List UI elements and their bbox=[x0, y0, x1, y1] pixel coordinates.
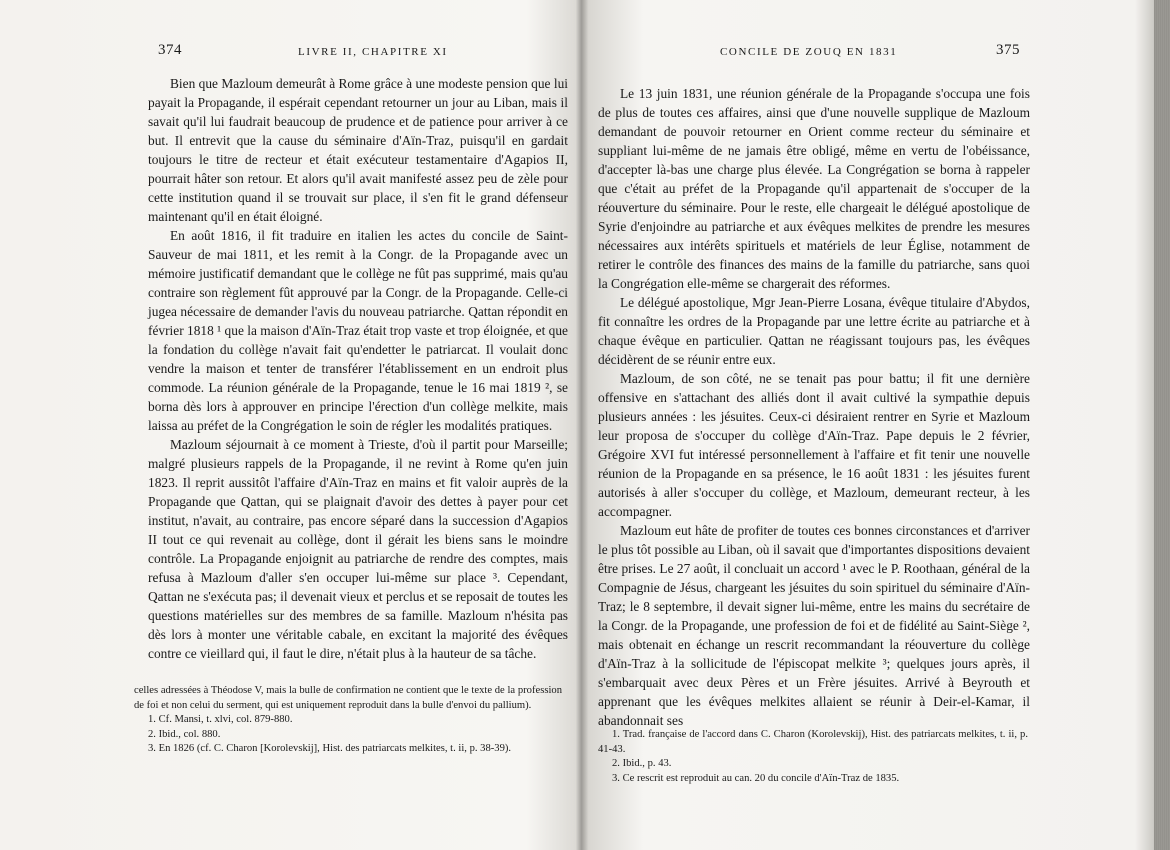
left-footnotes bbox=[134, 684, 562, 757]
paragraph: En août 1816, il fit traduire en italien les actes du concile de Saint-Sauveur de mai 1811, et les remit à la Congr. de la Propagande avec un mémoire justificatif demandant que le collège ne fût pas supprimé, mais qu'au contraire son règlement fût approuvé par la Congr. de la Propagande. Celle-ci jugea nécessaire de demander l'avis du nouveau patriarche. Qattan répondit en février 1818 ¹ que la maison d'Aïn-Traz était trop vaste et trop éloignée, et que la fondation du collège n'avait fait qu'endetter le patriarcat. Il voulait donc vendre la maison et tenter de transférer l'établissement en un endroit plus commode. La réunion générale de la Propagande, tenue le 16 mai 1819 ², se borna dès lors à approuver en principe l'érection d'un collège melkite, mais laissa au préfet de la Congrégation le soin de régler les modalités pratiques. bbox=[148, 228, 568, 433]
footnote-continuation: celles adressées à Théodose V, mais la bulle de confirmation ne contient que le texte de la profession de foi et non celui du serment, qui est uniquement reproduit dans la bulle d'envoi du pallium). bbox=[134, 685, 562, 711]
footnote: 1. Trad. française de l'accord dans C. Charon (Korolevskij), Hist. des patriarcats melkites, t. ii, p. 41-43. bbox=[598, 729, 1028, 755]
paragraph: Bien que Mazloum demeurât à Rome grâce à une modeste pension que lui payait la Propagande, il espérait cependant retourner un jour au Liban, mais il savait qu'il lui faudrait beaucoup de prudence et de patience pour arriver à ce but. Il entrevit que la cause du séminaire d'Aïn-Traz, puisqu'il en gardait toujours le titre de recteur et était exécuteur testamentaire d'Agapios II, pourrait hâter son retour. Et alors qu'il avait manifesté assez peu de zèle pour cette institution quand il se trouvait sur place, il s'en fit le grand défenseur maintenant qu'il en était éloigné. bbox=[148, 76, 568, 224]
running-head: LIVRE II, CHAPITRE XI bbox=[298, 46, 448, 58]
paragraph: Le 13 juin 1831, une réunion générale de la Propagande s'occupa une fois de plus de toutes ces affaires, ainsi que d'une nouvelle supplique de Mazloum demandant de pouvoir retourner en Orient comme recteur du séminaire et suppliant lui-même de ne jamais être obligé, même en vertu de l'obéissance, d'accepter là-bas une charge plus élevée. La Congrégation se borna à rappeler que c'était au préfet de la Propagande qu'il appartenait de s'occuper de la réouverture du séminaire. Pour le reste, elle chargeait le délégué apostolique de Syrie d'enjoindre au patriarche et aux évêques melkites de prendre les mesures nécessaires aux intérêts spirituels et matériels de leur Église, notamment de retirer le contrôle des finances des mains de la famille du patriarche, sans quoi la Congrégation elle-même se chargerait des réformes. bbox=[598, 86, 1030, 291]
paragraph: Mazloum eut hâte de profiter de toutes ces bonnes circonstances et d'arriver le plus tôt possible au Liban, où il savait que d'importantes dispositions devaient être prises. Le 27 août, il concluait un accord ¹ avec le P. Roothaan, général de la Compagnie de Jésus, chargeant les jésuites du soin spirituel du séminaire d'Aïn-Traz; le 8 septembre, il devait signer lui-même, entre les mains du secrétaire de la Congr. de la Propagande, une profession de foi et de fidélité au Saint-Siège ², mais obtenait en échange un rescrit recommandant la réouverture du collège d'Aïn-Traz à la sollicitude de l'épiscopat melkite ³; quelques jours après, il s'embarquait avec deux Pères et un Frère jésuites. Arrivé à Beyrouth et apprenant que les évêques melkites allaient se réunir à Deir-el-Kamar, il abandonnait ses bbox=[598, 523, 1030, 728]
footnote: 2. Ibid., col. 880. bbox=[148, 728, 221, 740]
footnote: 3. En 1826 (cf. C. Charon [Korolevskij], Hist. des patriarcats melkites, t. ii, p. 38-39). bbox=[148, 743, 512, 755]
right-page bbox=[590, 0, 1155, 850]
right-body-text bbox=[598, 84, 1030, 730]
page-number: 374 bbox=[158, 42, 182, 58]
running-head: CONCILE DE ZOUQ EN 1831 bbox=[720, 46, 898, 58]
left-body-text bbox=[148, 74, 568, 663]
footnote: 3. Ce rescrit est reproduit au can. 20 du concile d'Aïn-Traz de 1835. bbox=[612, 772, 900, 784]
paragraph: Mazloum séjournait à ce moment à Trieste, d'où il partit pour Marseille; malgré plusieurs rappels de la Propagande, il ne revint à Rome qu'en juin 1823. Il reprit aussitôt l'affaire d'Aïn-Traz en mains et fit valoir auprès de la Propagande que Qattan, qui se plaignait d'avoir des dettes à payer pour cet institut, n'avait, au contraire, pas encore séparé dans la succession d'Agapios II tout ce qui revenait au collège, dont il gérait les biens sans le moindre contrôle. La Propagande enjoignit au patriarche de rendre des comptes, mais refusa à Mazloum d'aller s'en occuper lui-même sur place ³. Cependant, Qattan ne s'exécuta pas; il devenait vieux et perclus et se reposait de toutes les questions matérielles sur des membres de sa famille. Mazloum n'hésita pas dès lors à monter une véritable cabale, en excitant la majorité des évêques contre ce vieillard qui, il faut le dire, n'était plus à la hauteur de sa tâche. bbox=[148, 437, 568, 661]
left-page bbox=[0, 0, 575, 850]
paragraph: Mazloum, de son côté, ne se tenait pas pour battu; il fit une dernière offensive en s'attachant des alliés dont il avait cultivé la sympathie depuis plusieurs années : les jésuites. Ceux-ci désiraient rentrer en Syrie et Mazloum leur proposa de s'occuper du collège d'Aïn-Traz. Pape depuis le 2 février, Grégoire XVI fut intéressé personnellement à l'affaire et fit tenir une nouvelle réunion de la Propagande en sa présence, le 16 août 1831 : les jésuites furent autorisés à aller s'occuper du collège, et Mazloum, demeurant recteur, à les accompagner. bbox=[598, 371, 1030, 519]
footnote: 2. Ibid., p. 43. bbox=[612, 758, 672, 770]
page-number: 375 bbox=[996, 42, 1020, 58]
paragraph: Le délégué apostolique, Mgr Jean-Pierre Losana, évêque titulaire d'Abydos, fit connaître les ordres de la Propagande par une lettre écrite au patriarche et à chaque évêque en particulier. Qattan ne réagissant toujours pas, les évêques décidèrent de se réunir entre eux. bbox=[598, 295, 1030, 367]
page-edge bbox=[1154, 0, 1170, 850]
footnote: 1. Cf. Mansi, t. xlvi, col. 879-880. bbox=[148, 714, 293, 726]
right-footnotes bbox=[598, 728, 1028, 786]
